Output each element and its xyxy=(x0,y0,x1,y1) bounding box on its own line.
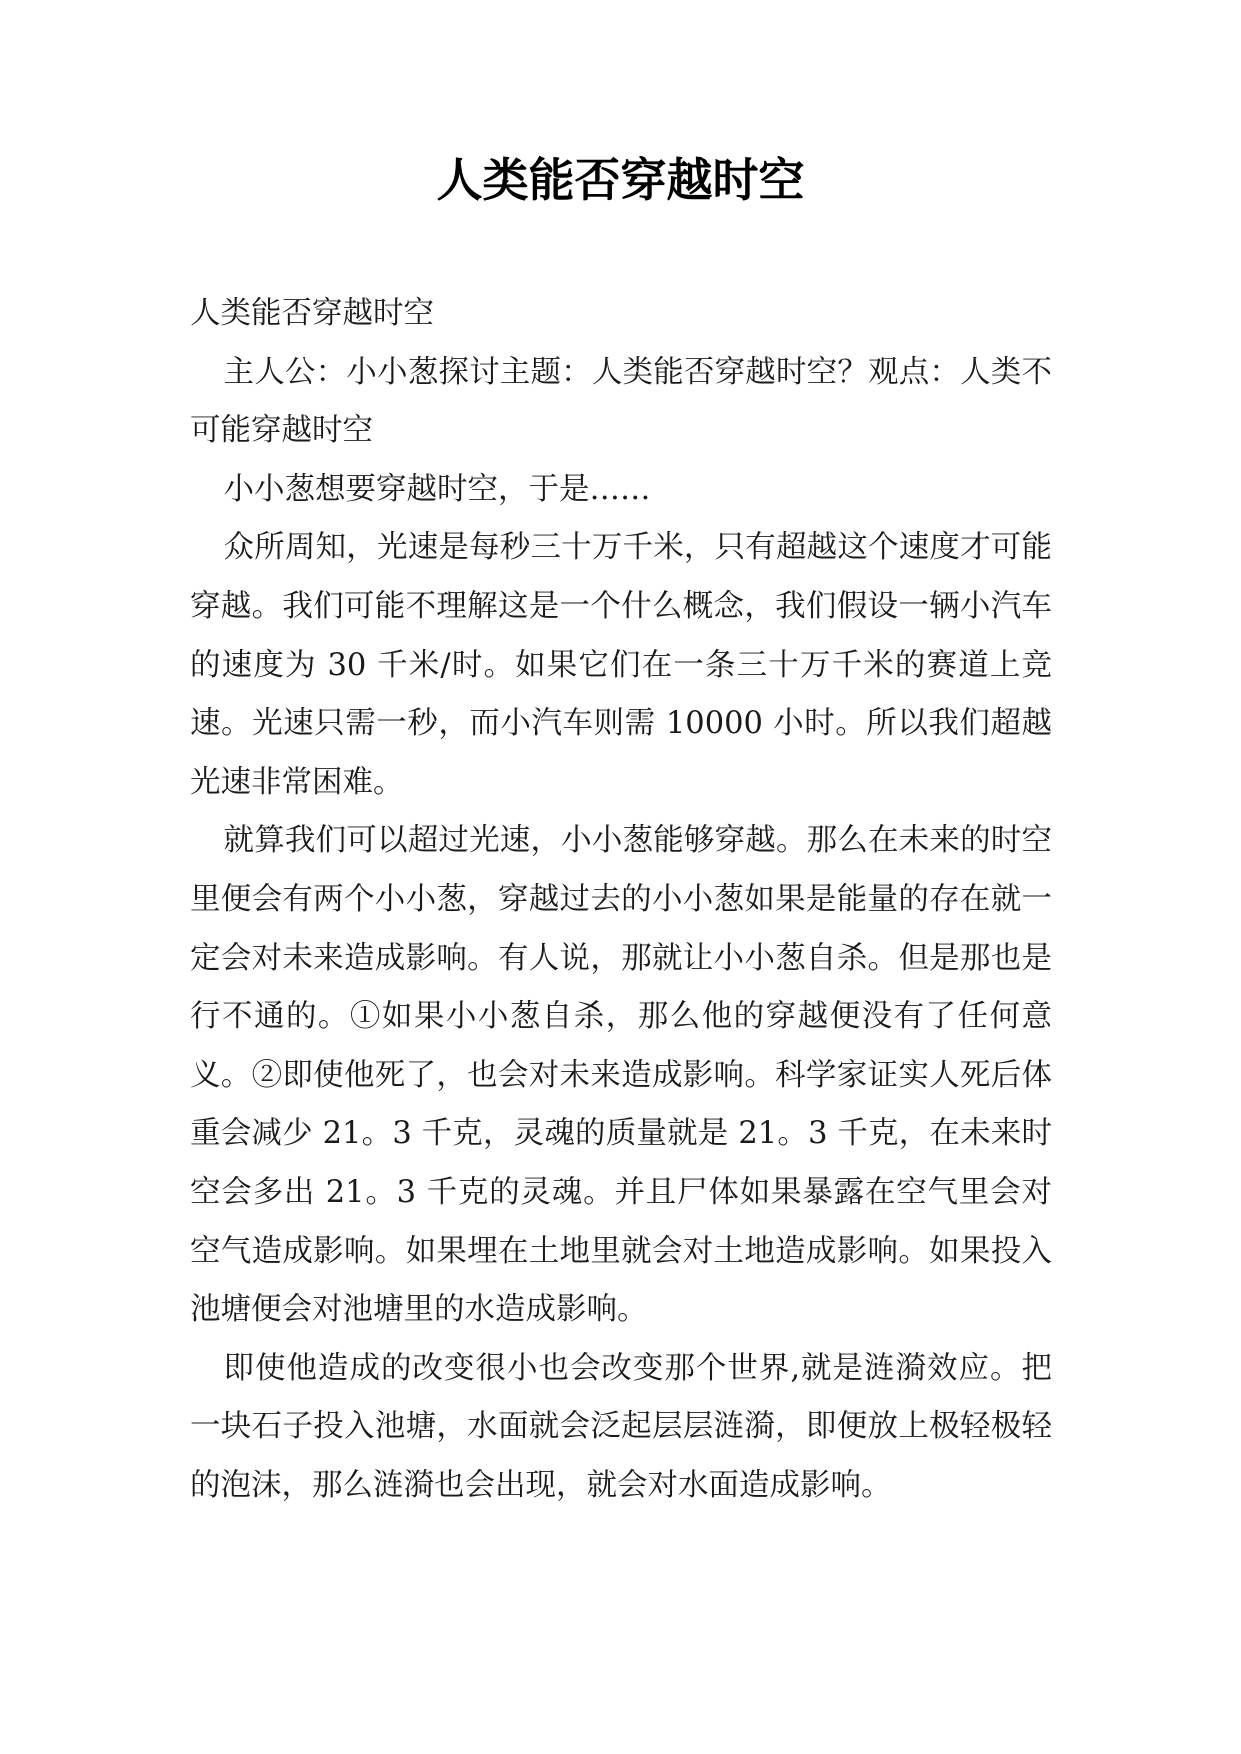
paragraph-two-xiaocong: 就算我们可以超过光速，小小葱能够穿越。那么在未来的时空里便会有两个小小葱，穿越过去的小小葱如果是能量的存在就一定会对未来造成影响。有人说，那就让小小葱自杀。但是那也是行不通的。①如果小小葱自杀，那么他的穿越便没有了任何意义。②即使他死了，也会对未来造成影响。科学家证实人死后体重会减少 21。3 千克，灵魂的质量就是 21。3 千克，在未来时空会多出 21。3 千克的灵魂。并且尸体如果暴露在空气里会对空气造成影响。如果埋在土地里就会对土地造成影响。如果投入池塘便会对池塘里的水造成影响。 xyxy=(190,823,1052,1328)
paragraph-intro: 主人公：小小葱探讨主题：人类能否穿越时空？观点：人类不可能穿越时空 xyxy=(190,354,1052,449)
paragraph-speed-of-light: 众所周知，光速是每秒三十万千米，只有超越这个速度才可能穿越。我们可能不理解这是一个什么概念，我们假设一辆小汽车的速度为 30 千米/时。如果它们在一条三十万千米的赛道上竞速。光速只需一秒，而小汽车则需 10000 小时。所以我们超越光速非常困难。 xyxy=(190,530,1052,800)
paragraph-setup: 小小葱想要穿越时空，于是…… xyxy=(223,471,651,507)
paragraph-subtitle: 人类能否穿越时空 xyxy=(190,296,434,331)
document-body xyxy=(190,285,1052,1515)
page-title: 人类能否穿越时空 xyxy=(436,153,805,207)
paragraph-ripple-effect: 即使他造成的改变很小也会改变那个世界,就是涟漪效应。把一块石子投入池塘，水面就会泛起层层涟漪，即便放上极轻极轻的泡沫，那么涟漪也会出现，就会对水面造成影响。 xyxy=(190,1350,1052,1503)
